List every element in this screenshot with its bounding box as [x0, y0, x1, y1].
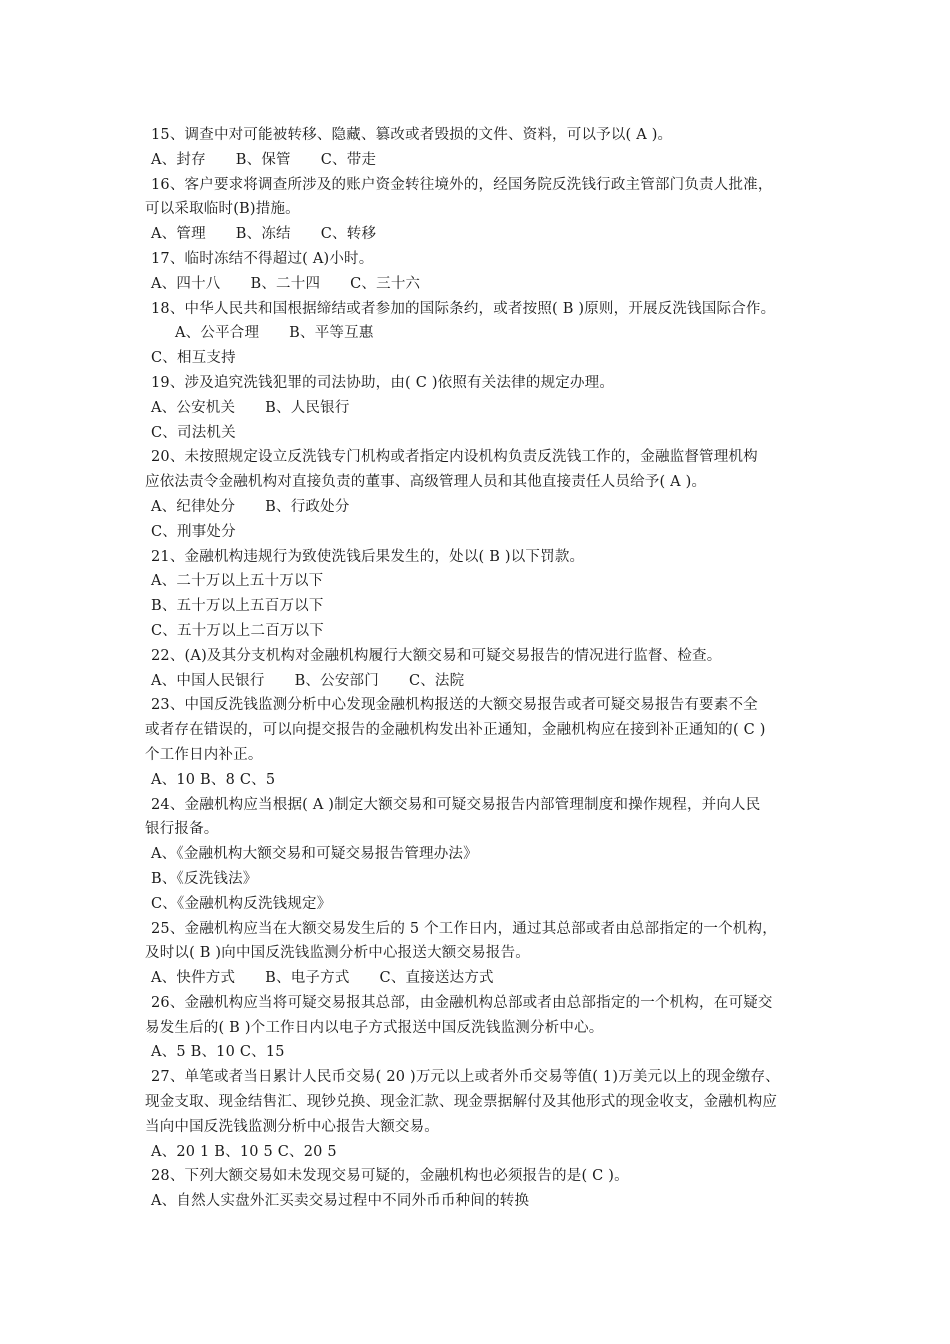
option: A、自然人实盘外汇买卖交易过程中不同外币币种间的转换 — [151, 1193, 530, 1210]
option: A、管理 — [151, 226, 206, 243]
question-23: 23、中国反洗钱监测分析中心发现金融机构报送的大额交易报告或者可疑交易报告有要素不全 — [151, 697, 758, 714]
question-22: 22、(A)及其分支机构对金融机构履行大额交易和可疑交易报告的情况进行监督、检查。 — [151, 647, 722, 664]
option: A、二十万以上五十万以下 — [151, 573, 324, 590]
question-24-cont: 银行报备。 — [145, 821, 219, 838]
option: C、五十万以上二百万以下 — [151, 622, 324, 639]
question-26-options: A、5 B、10 C、15 — [151, 1044, 285, 1061]
option: A、中国人民银行 — [151, 672, 265, 689]
question-23-cont: 或者存在错误的，可以向提交报告的金融机构发出补正通知，金融机构应在接到补正通知的( C ) — [145, 722, 766, 739]
option: C、带走 — [320, 151, 377, 168]
option: B、五十万以上五百万以下 — [151, 598, 324, 615]
question-22-options — [145, 669, 813, 694]
option: C、刑事处分 — [151, 523, 236, 540]
question-19: 19、涉及追究洗钱犯罪的司法协助，由( C )依照有关法律的规定办理。 — [151, 374, 615, 391]
question-25: 25、金融机构应当在大额交易发生后的 5 个工作日内，通过其总部或者由总部指定的一个机构， — [151, 920, 777, 937]
option: A、《金融机构大额交易和可疑交易报告管理办法》 — [151, 846, 478, 863]
question-27-options: A、20 1 B、10 5 C、20 5 — [151, 1143, 337, 1160]
question-27: 27、单笔或者当日累计人民币交易( 20 )万元以上或者外币交易等值( 1)万美元以上的现金缴存、 — [151, 1069, 780, 1086]
option: A、封存 — [151, 151, 206, 168]
option: B、二十四 — [250, 275, 321, 292]
question-26: 26、金融机构应当将可疑交易报其总部，由金融机构总部或者由总部指定的一个机构，在可疑交 — [151, 994, 773, 1011]
option: B、保管 — [235, 151, 291, 168]
question-17-options — [145, 272, 813, 297]
question-18-options — [145, 321, 813, 346]
option: A、四十八 — [151, 275, 221, 292]
document-page — [145, 123, 813, 1214]
option: A、公安机关 — [151, 399, 236, 416]
question-23-options: A、10 B、8 C、5 — [151, 771, 276, 788]
question-17: 17、临时冻结不得超过( A)小时。 — [151, 250, 374, 267]
question-20-cont: 应依法责令金融机构对直接负责的董事、高级管理人员和其他直接责任人员给予( A )。 — [145, 474, 707, 491]
question-16-options — [145, 222, 813, 247]
option: C、法院 — [408, 672, 465, 689]
option: B、《反洗钱法》 — [151, 870, 258, 887]
option: A、纪律处分 — [151, 498, 236, 515]
question-18: 18、中华人民共和国根据缔结或者参加的国际条约，或者按照( B )原则，开展反洗钱国际合作。 — [151, 300, 776, 317]
option: B、人民银行 — [265, 399, 350, 416]
option: C、三十六 — [350, 275, 421, 292]
option: C、转移 — [320, 226, 377, 243]
question-23-cont: 个工作日内补正。 — [145, 746, 263, 763]
question-27-cont: 现金支取、现金结售汇、现钞兑换、现金汇款、现金票据解付及其他形式的现金收支，金融机构应 — [145, 1094, 778, 1111]
question-21: 21、金融机构违规行为致使洗钱后果发生的，处以( B )以下罚款。 — [151, 548, 585, 565]
option: B、电子方式 — [265, 970, 350, 987]
question-15: 15、调查中对可能被转移、隐藏、篡改或者毁损的文件、资料，可以予以( A )。 — [151, 127, 673, 143]
question-25-options — [145, 966, 813, 991]
question-16-cont: 可以采取临时(B)措施。 — [145, 201, 300, 218]
option: A、快件方式 — [151, 970, 236, 987]
question-24: 24、金融机构应当根据( A )制定大额交易和可疑交易报告内部管理制度和操作规程，并向人民 — [151, 796, 761, 813]
question-26-cont: 易发生后的( B )个工作日内以电子方式报送中国反洗钱监测分析中心。 — [145, 1019, 604, 1036]
option: B、平等互惠 — [289, 325, 374, 342]
option: B、行政处分 — [265, 498, 350, 515]
question-15-options — [145, 148, 813, 173]
option: C、司法机关 — [151, 424, 236, 441]
question-19-options — [145, 396, 813, 421]
question-16: 16、客户要求将调查所涉及的账户资金转往境外的，经国务院反洗钱行政主管部门负责人批准， — [151, 176, 773, 193]
option: C、《金融机构反洗钱规定》 — [151, 895, 332, 912]
question-27-cont: 当向中国反洗钱监测分析中心报告大额交易。 — [145, 1118, 439, 1135]
option: C、相互支持 — [151, 350, 236, 367]
option: B、公安部门 — [294, 672, 379, 689]
question-28: 28、下列大额交易如未发现交易可疑的，金融机构也必须报告的是( C )。 — [151, 1168, 629, 1185]
question-20-options — [145, 495, 813, 520]
option: A、公平合理 — [175, 325, 260, 342]
question-20: 20、未按照规定设立反洗钱专门机构或者指定内设机构负责反洗钱工作的，金融监督管理机构 — [151, 449, 758, 466]
question-25-cont: 及时以( B )向中国反洗钱监测分析中心报送大额交易报告。 — [145, 945, 530, 962]
option: B、冻结 — [235, 226, 291, 243]
option: C、直接送达方式 — [379, 970, 494, 987]
